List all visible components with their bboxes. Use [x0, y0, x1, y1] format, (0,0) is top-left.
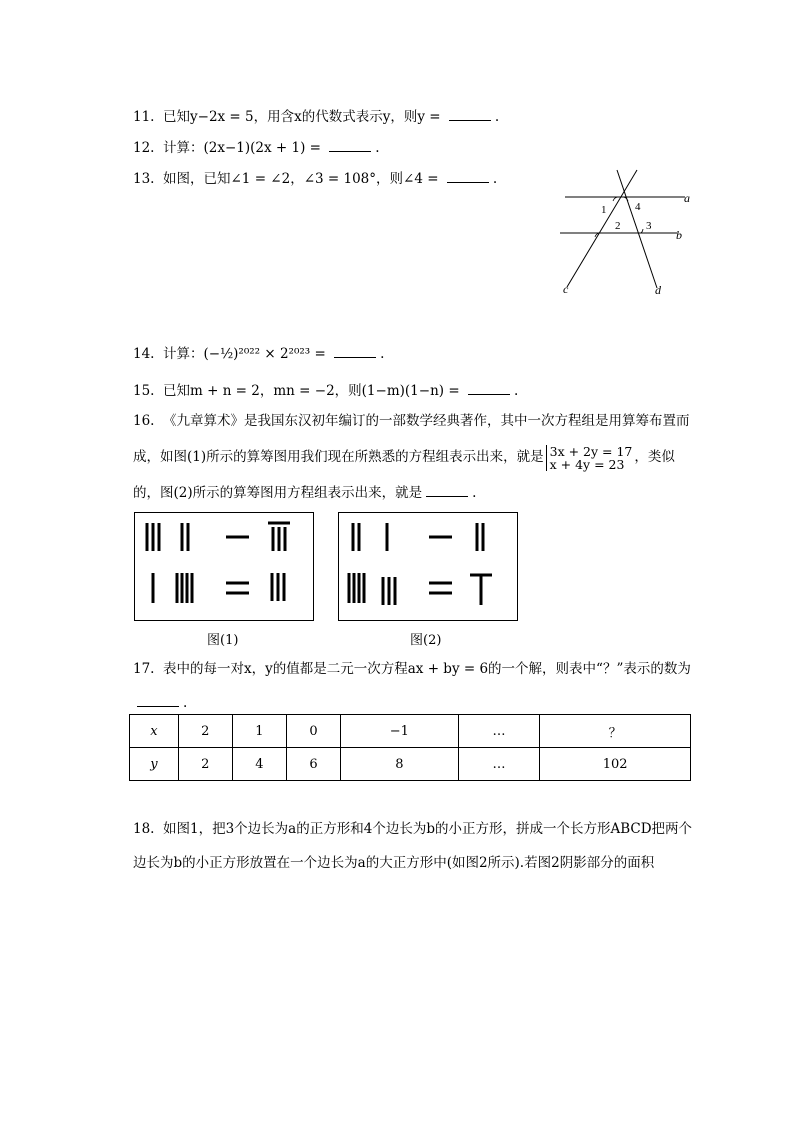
- angle-3: 3: [646, 220, 652, 232]
- table-cell: …: [458, 715, 540, 748]
- table-row: [130, 748, 691, 781]
- label-b: b: [676, 228, 682, 242]
- question-end: .: [183, 695, 188, 711]
- figure-1-caption: 图(1): [207, 633, 239, 648]
- rods-diagram: [339, 513, 517, 620]
- question-11: [133, 105, 499, 125]
- question-12: [133, 136, 380, 156]
- angle-1: 1: [601, 204, 607, 216]
- question-text: 如图1，把3个边长为a的正方形和4个边长为b的小正方形，拼成一个长方形ABCD把两个边长为b的小正方形放置在一个边长为a的大正方形中(如图2所示).若图2阴影部分的面积: [133, 821, 693, 871]
- table-cell: 2: [178, 715, 232, 748]
- label-c: c: [563, 282, 569, 296]
- question-16: [133, 403, 693, 511]
- table-cell: 8: [341, 748, 459, 781]
- question-text: 计算：(2x−1)(2x + 1) =: [163, 140, 326, 156]
- table-cell: 102: [540, 748, 691, 781]
- rods-diagram: [135, 513, 313, 620]
- question-text: 表中的每一对x，y的值都是二元一次方程ax + by = 6的一个解，则表中“？”表示的数为: [163, 661, 691, 677]
- question-end: .: [494, 109, 500, 125]
- question-14: [133, 342, 384, 362]
- table-cell: −1: [341, 715, 459, 748]
- table-cell: 0: [286, 715, 340, 748]
- question-number: 18.: [133, 821, 155, 837]
- question-text: 已知y−2x = 5，用含x的代数式表示y，则y =: [163, 109, 445, 125]
- question-number: 17.: [133, 661, 155, 677]
- question-15: [133, 379, 518, 399]
- table-cell: 2: [178, 748, 232, 781]
- table-row: [130, 715, 691, 748]
- table-cell: ？: [540, 715, 691, 748]
- answer-blank[interactable]: [137, 694, 179, 707]
- answer-blank[interactable]: [468, 382, 510, 395]
- equation-1: 3x + 2y = 17: [549, 443, 633, 459]
- question-text: 计算：(−½)²⁰²² × 2²⁰²³ =: [163, 346, 331, 362]
- answer-blank[interactable]: [329, 139, 371, 152]
- table-cell: …: [458, 748, 540, 781]
- question-18: [133, 812, 693, 880]
- label-a: a: [684, 191, 690, 205]
- question-number: 15.: [133, 383, 155, 399]
- angle-2: 2: [615, 220, 621, 232]
- equation-2: x + 4y = 23: [549, 456, 625, 472]
- question-text-2: ，类似的，图(2)所示的算筹图用方程组表示出来，就是: [133, 449, 675, 501]
- answer-blank[interactable]: [449, 108, 491, 121]
- counting-rod-figure-2: [338, 512, 518, 621]
- xy-table: [129, 714, 691, 781]
- equation-system: [546, 445, 633, 471]
- question-13: [133, 167, 497, 187]
- question-end: .: [472, 485, 477, 501]
- question-end: .: [375, 140, 380, 156]
- table-cell: 1: [232, 715, 286, 748]
- question-number: 13.: [133, 171, 155, 187]
- table-cell: 6: [286, 748, 340, 781]
- answer-blank[interactable]: [447, 170, 489, 183]
- counting-rod-figure-1: [134, 512, 314, 621]
- label-d: d: [655, 283, 661, 297]
- answer-blank[interactable]: [334, 345, 376, 358]
- question-number: 12.: [133, 140, 155, 156]
- parallel-lines-figure: [555, 165, 705, 300]
- table-cell: 4: [232, 748, 286, 781]
- question-number: 14.: [133, 346, 155, 362]
- table-cell: y: [130, 748, 179, 781]
- question-text-1: 《九章算术》是我国东汉初年编订的一部数学经典著作，其中一次方程组是用算筹布置而成，如图(1)所示的算筹图用我们现在所熟悉的方程组表示出来，就是: [133, 413, 690, 465]
- question-number: 11.: [133, 109, 155, 125]
- question-text: 如图，已知∠1 = ∠2，∠3 = 108°，则∠4 =: [163, 171, 443, 187]
- answer-blank[interactable]: [426, 484, 468, 497]
- question-end: .: [513, 383, 519, 399]
- question-end: .: [492, 171, 498, 187]
- question-17: [133, 652, 693, 720]
- question-number: 16.: [133, 413, 155, 429]
- table-cell: x: [130, 715, 179, 748]
- question-text: 已知m + n = 2，mn = −2，则(1−m)(1−n) =: [163, 383, 464, 399]
- angle-4: 4: [635, 201, 641, 213]
- figure-2-caption: 图(2): [410, 633, 442, 648]
- question-end: .: [380, 346, 385, 362]
